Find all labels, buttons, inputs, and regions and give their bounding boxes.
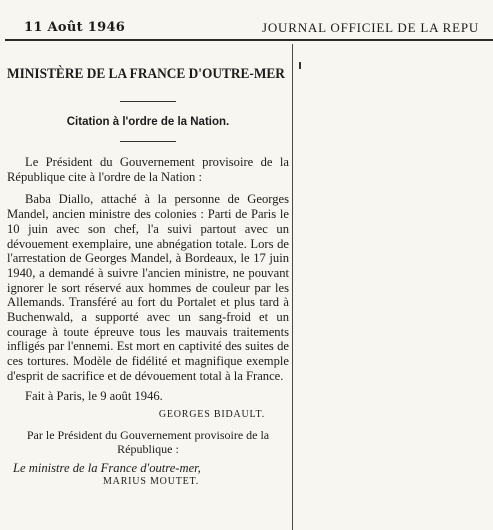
heading-rule xyxy=(120,101,176,102)
body-paragraph: Baba Diallo, attaché à la personne de Georges Mandel, ancien ministre des colonies : Parti de Paris le 10 juin avec son chef, l'a suivi partout avec un dévouement exemplaire, une abnégation totale. Lors de l'arrestation de Georges Mandel, à Bordeaux, le 17 juin 1940, a demandé à suivre l'ancien ministre, ne pouvant ignorer le sort réservé aux hommes de couleur par les Allemands. Transféré au fort du Portalet et plus tard à Buchenwald, a supporté avec un sang-froid et un courage à toute épreuve tous les mauvais traitements infligés par l'ennemi. Est mort en captivité des suites de ces tortures. Modèle de fidélité et magnifique exemple d'esprit de sacrifice et de dévouement total à la France. xyxy=(7,192,289,383)
subheading-rule xyxy=(120,141,176,142)
column-divider xyxy=(292,44,293,530)
header-rule xyxy=(5,39,493,41)
ministry-heading: MINISTÈRE DE LA FRANCE D'OUTRE-MER xyxy=(7,66,285,82)
journal-title: JOURNAL OFFICIEL DE LA REPU xyxy=(262,20,480,35)
minister-title-text: Le ministre de la France d'outre-mer, xyxy=(13,461,201,476)
minister-name: MARIUS MOUTET. xyxy=(102,476,199,488)
intro-paragraph: Le Président du Gouvernement provisoire de la République cite à l'ordre de la Nation : xyxy=(7,155,289,184)
minister-title xyxy=(7,461,289,476)
column-mark xyxy=(299,62,301,69)
signatory-name: GEORGES BIDAULT. xyxy=(158,409,265,421)
page-header xyxy=(0,0,493,40)
citation-heading: Citation à l'ordre de la Nation. xyxy=(66,116,230,128)
left-column xyxy=(7,44,289,487)
signed-line: Fait à Paris, le 9 août 1946. xyxy=(25,388,163,403)
authority-line: Par le Président du Gouvernement provisoire de la République : xyxy=(26,428,270,457)
issue-date: 11 Août 1946 xyxy=(24,20,126,35)
